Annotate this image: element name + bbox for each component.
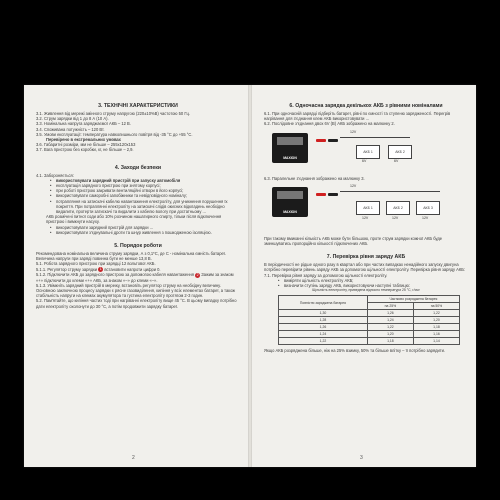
black-clamp-icon [328, 139, 338, 142]
spec-line: 3.1. Живлення від мережі змінного струму напругою (220±10%В) частотою 50 Гц. [36, 111, 191, 116]
table-header-cell: Повністю заряджена батарея [279, 296, 368, 310]
voltage-each: 12V [392, 215, 399, 220]
charger-display [277, 191, 303, 199]
charger-device [272, 133, 308, 163]
table-cell: 1,22 [413, 310, 459, 317]
safety-bold-item: • використовувати зарядний пристрій при запуску автомобіля [36, 178, 240, 183]
table-cell: 1,26 [367, 310, 413, 317]
voltage-total: 12V [350, 129, 357, 134]
density-table [278, 295, 460, 345]
page-number: 3 [360, 455, 363, 461]
battery-2: АКБ 2 [386, 201, 410, 215]
table-cell: 1,20 [367, 331, 413, 338]
table-cell: 1,24 [279, 331, 368, 338]
voltage-each: 6V [394, 158, 399, 163]
charger-brand: MAXION [283, 209, 297, 214]
section-5-title: 5. Порядок роботи [114, 243, 162, 250]
s7-intro: В періодичності не рідше одного разу в квартал або при частих випадках ненадійного запуску двигуна потрібно перевірити рівень заряду АКБ за допомогою щільності електроліту. Перевірка рівня заряду АКБ: [264, 262, 466, 273]
charger-brand: MAXION [283, 155, 297, 160]
work-line: 5.2. Пам'ятайте, що кипіння частих тоді при нагріванні електроліту вище 45 °С. В цьому випадку потрібно дати електроліту охолонути до 30 °С, а потім продовжити зарядку батареї. [36, 298, 237, 309]
safety-item: • експлуатація зарядного пристрою при знятому корпусі; [36, 183, 240, 188]
section-4-title: 4. Заходи безпеки [114, 164, 162, 171]
spec-line: 3.7. Вага пристрою без коробки, кг, не більше – 2,9. [36, 147, 134, 153]
voltage-each: 6V [362, 158, 367, 163]
right-page [252, 85, 476, 467]
table-cell: 1,26 [279, 324, 368, 331]
table-header-cell: Частково розряджена батарея [367, 296, 459, 303]
work-text: Зажим за знаком «+» підключити до клеми «+» АКБ, за знаком «–» до клеми «–». [36, 272, 234, 283]
table-row [279, 317, 460, 324]
work-intro: Рекомендована номінальна величина струму зарядки, А з 0,1*С, де С - номінальна ємність батареї. Величина напруги при заряді повинна бути не менше 13,8 В. [36, 251, 227, 262]
work-text: 5.1.2. Підключити АКБ до зарядного пристрою за допомогою кабеля навантаження [36, 272, 194, 278]
s71-line: 7.1. Перевірка рівня заряду за допомогою щільності електроліту. [264, 272, 388, 278]
work-line [36, 272, 240, 283]
table-cell: 1,18 [413, 324, 459, 331]
table-row [279, 331, 460, 338]
table-header-cell: на 50% [413, 303, 459, 310]
table-header-cell: на 25% [367, 303, 413, 310]
red-clamp-icon [316, 193, 326, 196]
spec-line: 3.5. Умови експлуатації: температура навколишнього повітря від -35 °С до +55 °С. [36, 131, 193, 137]
page-number: 2 [132, 455, 135, 461]
table-row [279, 310, 460, 317]
table-cell: 1,24 [367, 317, 413, 324]
work-line: 5.1.3. Увімкніть зарядний пристрій в мережу, встановіть регулятор струму на необхідну величину. Основною заключною процесу зарядки є рясне газовиділення, кипіння у всіх елементах батареї, а також стабільність напруги на клемах акумулятора та густина електроліту протягом 2-3 годин. [36, 282, 236, 299]
spec-line: 3.2. Струм зарядки від 1 до 8 А (10 А). [36, 116, 109, 122]
charger-display [277, 137, 303, 145]
s6-line: 6.1. При одночасній зарядці підберіть батареї, рівні по ємності та ступеню зарядженості. Перегрів нагрівання для з'єднання клем АКБ використовувати ... [264, 111, 451, 122]
table-cell: 1,20 [413, 317, 459, 324]
voltage-total: 12V [350, 183, 357, 188]
table-cell: 1,22 [367, 324, 413, 331]
table-cell: 1,14 [413, 338, 459, 345]
table-cell: 1,22 [279, 338, 368, 345]
table-cell: 1,16 [413, 331, 459, 338]
section-7-title: 7. Перевірка рівня заряду АКБ [326, 254, 406, 261]
charger-device [272, 187, 308, 217]
table-cell: 1,18 [367, 338, 413, 345]
black-clamp-icon [328, 193, 338, 196]
callout-2-icon: 2 [196, 272, 199, 277]
table-row [279, 324, 460, 331]
spec-line: 3.6. Габаритні розміри, мм не більше – 255х120х153 [36, 142, 136, 148]
footer-note: Якщо АКБ розряджена більше, ніж на 25% взимку, 50% та більше влітку – її потрібно зарядити. [264, 348, 446, 354]
battery-1: АКБ 1 [356, 145, 380, 159]
series-connection-figure [264, 129, 468, 173]
wire [340, 191, 440, 192]
battery-2: АКБ 2 [388, 145, 412, 159]
wire [340, 137, 410, 138]
work-text: встановити напроти цифри 0. [104, 266, 161, 272]
parallel-connection-figure [264, 183, 468, 233]
section-6-title: 6. Одночасна зарядка декількох АКБ з рівними номіналами [289, 103, 443, 109]
safety-item: • використовувати зарядний пристрій для зарядки ... [36, 225, 240, 230]
s7-item: • визначити ступінь заряду АКБ, використовуючи наступні таблицю: [264, 283, 468, 288]
callout-1-icon: 1 [99, 267, 102, 272]
table-cell: 1,28 [279, 317, 368, 324]
safety-item: • використовувати з'єднувальні дроти та шнур живлення з пошкодженою ізоляцією. [36, 230, 240, 235]
s7-item: • виміряти щільність електроліту АКБ; [264, 278, 468, 283]
table-header-row [279, 296, 460, 303]
battery-1: АКБ 1 [356, 201, 380, 215]
red-clamp-icon [316, 139, 326, 142]
voltage-each: 12V [362, 215, 369, 220]
battery-3: АКБ 3 [416, 201, 440, 215]
s6-line: 6.2. Послідовне з'єднання двох 6V (В) АКБ зображено на малюнку 2. [264, 121, 395, 127]
work-text: 5.1.1. Регулятор струму зарядки [36, 266, 98, 272]
s6-note: При такому вмиканні кількість АКБ може бути більшою, проте струм зарядки кожної АКБ буде зменшуватись пропорційно кількості підключених АКБ. [264, 235, 443, 247]
safety-item: • використовувати саморобні запобіжники та невідповідного номіналу; [36, 193, 240, 198]
safety-item: • при роботі пристрою закривати вентиляційні отвори в його корпусі; [36, 188, 240, 193]
work-line: 5.1. Робота зарядного пристрою при зарядці 12 вольтової АКБ. [36, 261, 156, 267]
table-cell: 1,30 [279, 310, 368, 317]
spec-line: 3.4. Споживана потужність – 120 Вт. [36, 126, 105, 132]
table-caption: Щільність електроліту, приведена відносно температури 25 °С, г/см³ [312, 288, 420, 293]
s63-line: 6.3. Паралельне з'єднання зображено на малюнку 3. [264, 175, 365, 181]
open-manual-booklet [24, 85, 476, 467]
spec-note: Перевірено в екстремальних умовах [46, 137, 121, 143]
left-page [24, 85, 248, 467]
safety-text: АКБ розмічені питної соди або 10% розчином нашатирного спирту, тільки після відключення пристрою і вимкнути насуху. [46, 214, 222, 225]
spec-line: 3.3. Номінальна напруга заряджаємої АКБ – 12 В. [36, 121, 131, 127]
voltage-each: 12V [422, 215, 429, 220]
safety-intro: 4.1. Забороняється: [36, 172, 74, 178]
table-row [279, 338, 460, 345]
safety-item: • потрапляння на затискачі кабелю навантаження електроліту, для уникнення порушення їх покриття. При потраплянні електроліту на затискачі слідів окисних відкладень необхідно видалити, протерти затискачі та видалити з кабелю вологу при достатньому ... [36, 199, 240, 215]
section-3-title: 3. ТЕХНІЧНІ ХАРАКТЕРИСТИКИ [98, 103, 178, 109]
